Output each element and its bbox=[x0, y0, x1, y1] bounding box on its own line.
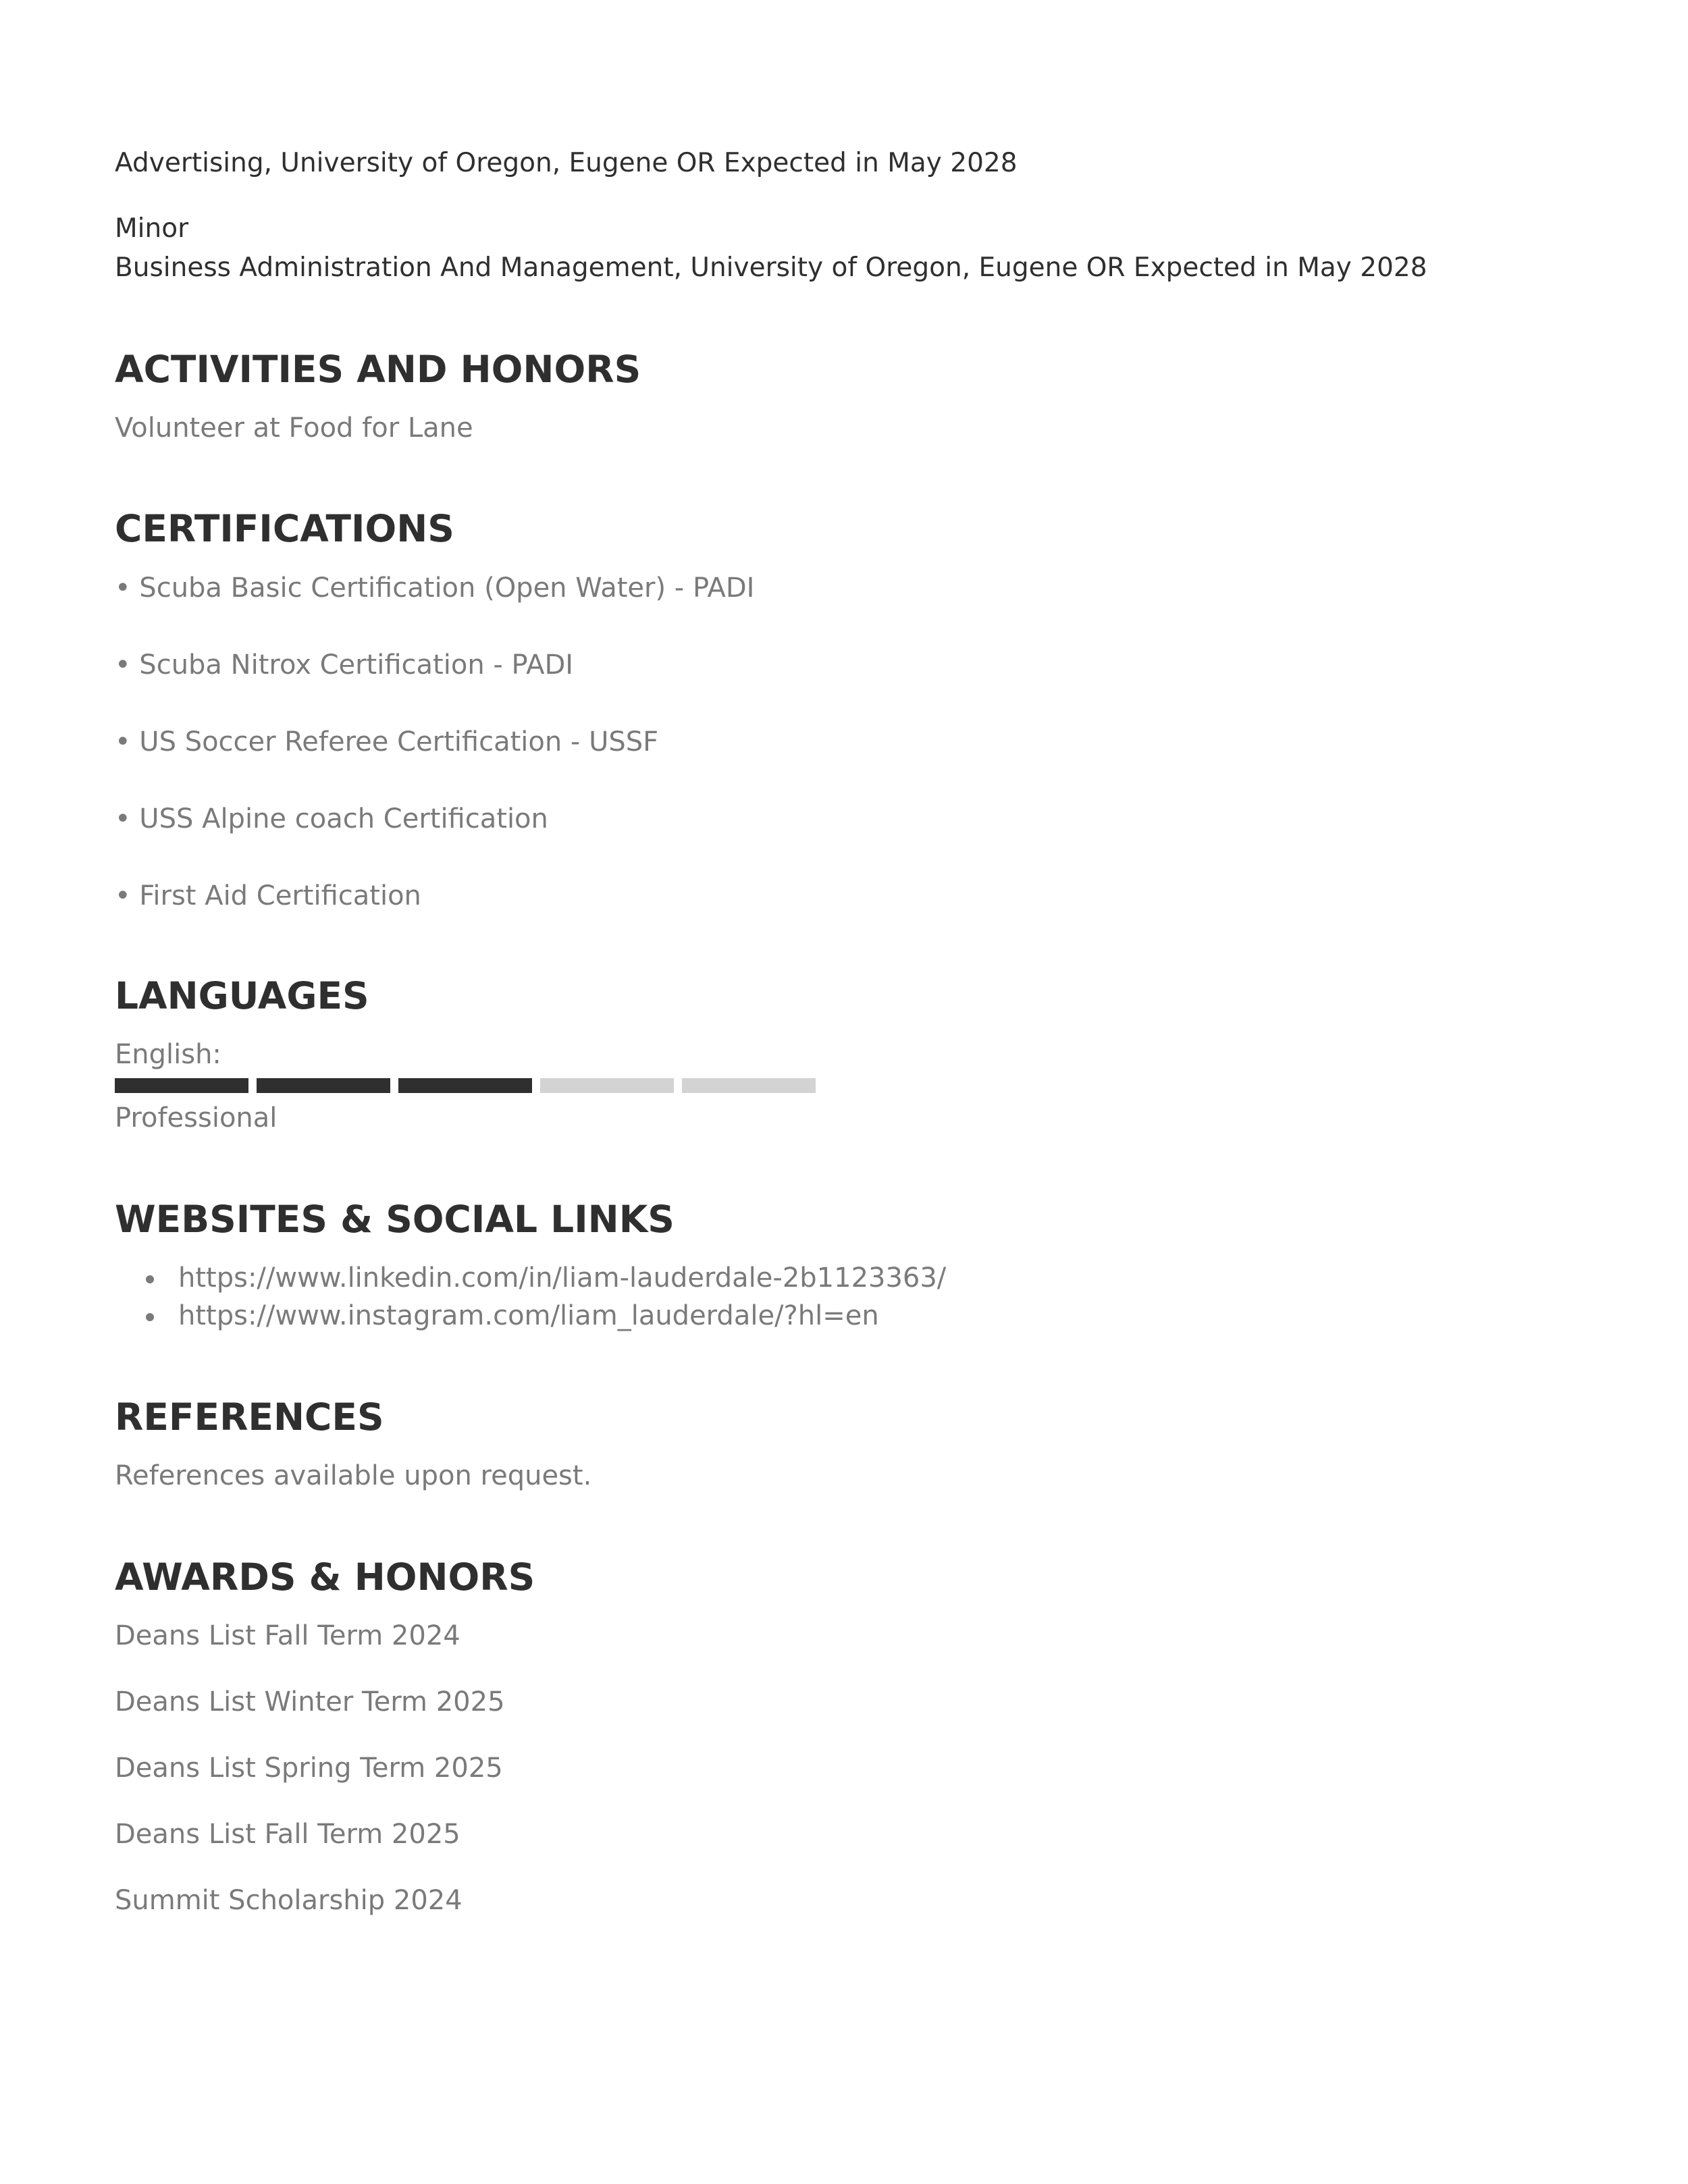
award-item: Deans List Fall Term 2024 bbox=[115, 1620, 460, 1651]
proficiency-segment-filled bbox=[115, 1078, 248, 1093]
education-minor-line: Business Administration And Management, University of Oregon, Eugene OR Expected in May 2028 bbox=[115, 252, 1427, 283]
certification-item: • US Soccer Referee Certification - USSF bbox=[115, 726, 659, 757]
bullet-icon bbox=[146, 1275, 154, 1283]
references-text: References available upon request. bbox=[115, 1460, 592, 1491]
instagram-link[interactable]: https://www.instagram.com/liam_lauderdale/?hl=en bbox=[178, 1300, 879, 1331]
awards-heading: AWARDS & HONORS bbox=[115, 1555, 535, 1599]
language-proficiency-bar bbox=[115, 1078, 817, 1093]
language-name: English: bbox=[115, 1039, 221, 1070]
certification-item: • Scuba Basic Certification (Open Water) - PADI bbox=[115, 572, 755, 604]
award-item: Deans List Winter Term 2025 bbox=[115, 1686, 505, 1717]
language-level: Professional bbox=[115, 1102, 278, 1134]
bullet-icon bbox=[146, 1313, 154, 1321]
certification-item: • Scuba Nitrox Certification - PADI bbox=[115, 649, 574, 681]
proficiency-segment-empty bbox=[682, 1078, 816, 1093]
certifications-heading: CERTIFICATIONS bbox=[115, 507, 454, 550]
certification-item: • USS Alpine coach Certification bbox=[115, 803, 548, 834]
award-item: Deans List Spring Term 2025 bbox=[115, 1753, 503, 1784]
activities-text: Volunteer at Food for Lane bbox=[115, 412, 473, 444]
linkedin-link[interactable]: https://www.linkedin.com/in/liam-lauderdale-2b1123363/ bbox=[178, 1262, 947, 1294]
education-major-line: Advertising, University of Oregon, Eugene OR Expected in May 2028 bbox=[115, 148, 1018, 178]
education-minor-label: Minor bbox=[115, 213, 189, 244]
activities-heading: ACTIVITIES AND HONORS bbox=[115, 348, 641, 391]
languages-heading: LANGUAGES bbox=[115, 974, 369, 1017]
certification-item: • First Aid Certification bbox=[115, 880, 421, 911]
references-heading: REFERENCES bbox=[115, 1395, 384, 1439]
award-item: Summit Scholarship 2024 bbox=[115, 1885, 463, 1916]
proficiency-segment-filled bbox=[257, 1078, 390, 1093]
proficiency-segment-filled bbox=[398, 1078, 532, 1093]
award-item: Deans List Fall Term 2025 bbox=[115, 1819, 460, 1850]
proficiency-segment-empty bbox=[540, 1078, 674, 1093]
websites-heading: WEBSITES & SOCIAL LINKS bbox=[115, 1198, 675, 1241]
